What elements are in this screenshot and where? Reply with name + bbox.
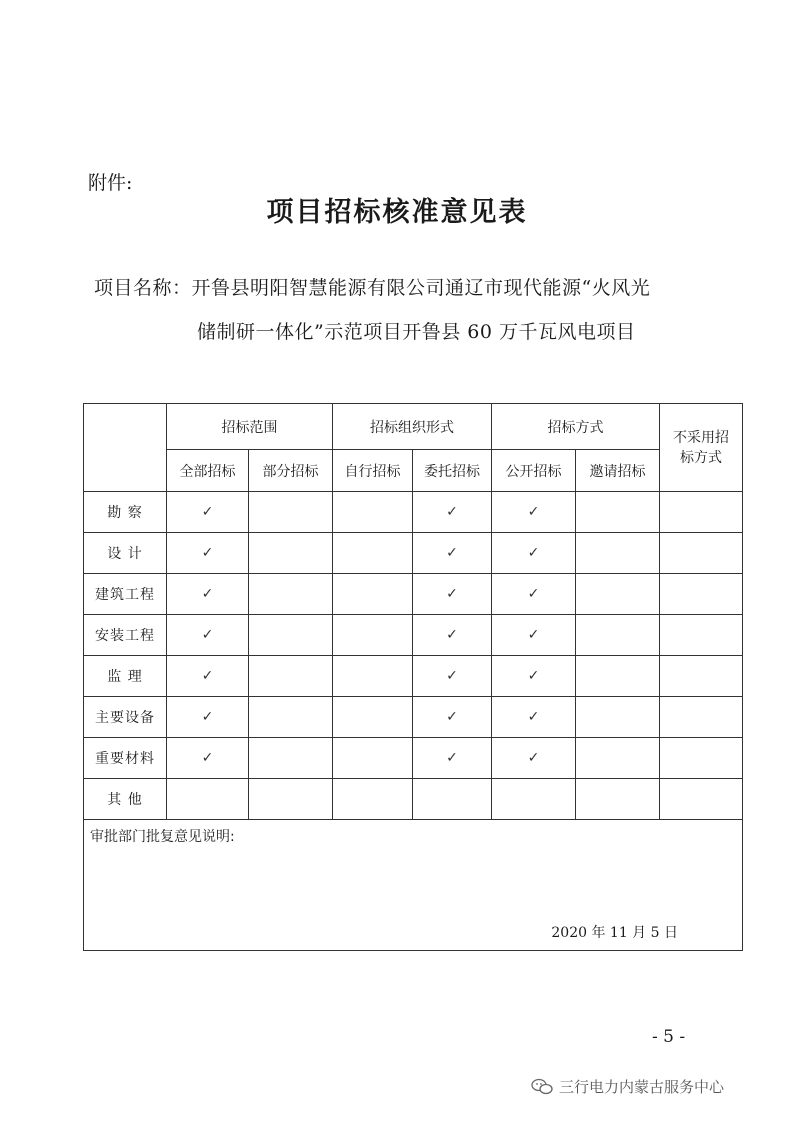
table-row [84, 779, 743, 820]
mark-cell [333, 697, 413, 738]
mark-cell [167, 779, 249, 820]
header-scope: 招标范围 [167, 404, 333, 450]
mark-cell: ✓ [492, 533, 576, 574]
corner-cell [84, 404, 167, 492]
mark-cell: ✓ [167, 738, 249, 779]
mark-cell [249, 574, 333, 615]
subheader-self: 自行招标 [333, 450, 413, 492]
mark-cell: ✓ [413, 738, 492, 779]
mark-cell: ✓ [492, 738, 576, 779]
mark-cell [249, 656, 333, 697]
mark-cell [333, 615, 413, 656]
table-row [84, 738, 743, 779]
mark-cell [333, 492, 413, 533]
table-row [84, 574, 743, 615]
notes-label: 审批部门批复意见说明: [90, 829, 235, 845]
mark-cell [576, 656, 660, 697]
mark-cell [249, 779, 333, 820]
row-label: 勘 察 [84, 492, 167, 533]
approval-date: 2020 年 11 月 5 日 [551, 925, 678, 941]
mark-cell [660, 697, 743, 738]
wechat-icon [531, 1078, 553, 1096]
watermark-text: 三行电力内蒙古服务中心 [559, 1078, 725, 1096]
watermark [531, 1076, 724, 1097]
mark-cell: ✓ [413, 492, 492, 533]
mark-cell [576, 492, 660, 533]
table-row [84, 492, 743, 533]
subheader-public: 公开招标 [492, 450, 576, 492]
mark-cell: ✓ [492, 697, 576, 738]
mark-cell: ✓ [492, 574, 576, 615]
mark-cell [333, 656, 413, 697]
row-label: 监 理 [84, 656, 167, 697]
table-row [84, 697, 743, 738]
subheader-invited: 邀请招标 [576, 450, 660, 492]
document-title: 项目招标核准意见表 [266, 197, 528, 228]
mark-cell [576, 615, 660, 656]
mark-cell [333, 574, 413, 615]
mark-cell [333, 533, 413, 574]
mark-cell [249, 615, 333, 656]
mark-cell: ✓ [167, 533, 249, 574]
mark-cell [660, 615, 743, 656]
mark-cell [249, 533, 333, 574]
mark-cell [576, 738, 660, 779]
mark-cell: ✓ [413, 533, 492, 574]
mark-cell [660, 656, 743, 697]
mark-cell [249, 697, 333, 738]
mark-cell: ✓ [413, 574, 492, 615]
mark-cell: ✓ [413, 615, 492, 656]
row-label: 主要设备 [84, 697, 167, 738]
mark-cell [413, 779, 492, 820]
mark-cell [333, 779, 413, 820]
mark-cell [249, 492, 333, 533]
mark-cell [660, 738, 743, 779]
project-name-line2: 储制研一体化”示范项目开鲁县 60 万千瓦风电项目 [197, 321, 636, 343]
mark-cell: ✓ [167, 492, 249, 533]
header-organization: 招标组织形式 [333, 404, 492, 450]
mark-cell [576, 533, 660, 574]
mark-cell [576, 697, 660, 738]
mark-cell: ✓ [492, 492, 576, 533]
approval-table [83, 403, 743, 951]
row-label: 安装工程 [84, 615, 167, 656]
mark-cell [492, 779, 576, 820]
mark-cell: ✓ [167, 697, 249, 738]
mark-cell [576, 779, 660, 820]
attachment-label: 附件: [88, 172, 133, 194]
mark-cell: ✓ [413, 697, 492, 738]
subheader-entrusted: 委托招标 [413, 450, 492, 492]
row-label: 设 计 [84, 533, 167, 574]
notes-cell [84, 820, 743, 951]
project-name-line1: 项目名称：开鲁县明阳智慧能源有限公司通辽市现代能源“火风光 [94, 277, 651, 299]
row-label: 建筑工程 [84, 574, 167, 615]
mark-cell [660, 779, 743, 820]
mark-cell [249, 738, 333, 779]
mark-cell: ✓ [167, 574, 249, 615]
row-label: 重要材料 [84, 738, 167, 779]
mark-cell: ✓ [167, 615, 249, 656]
mark-cell: ✓ [492, 656, 576, 697]
subheader-all: 全部招标 [167, 450, 249, 492]
page-number: - 5 - [652, 1027, 686, 1047]
mark-cell [660, 574, 743, 615]
mark-cell [333, 738, 413, 779]
header-no-bidding: 不采用招标方式 [660, 404, 743, 492]
row-label: 其 他 [84, 779, 167, 820]
table-row [84, 533, 743, 574]
mark-cell [576, 574, 660, 615]
mark-cell: ✓ [492, 615, 576, 656]
subheader-partial: 部分招标 [249, 450, 333, 492]
mark-cell [660, 533, 743, 574]
mark-cell: ✓ [167, 656, 249, 697]
header-method: 招标方式 [492, 404, 660, 450]
mark-cell: ✓ [413, 656, 492, 697]
mark-cell [660, 492, 743, 533]
table-row [84, 615, 743, 656]
table-row [84, 656, 743, 697]
